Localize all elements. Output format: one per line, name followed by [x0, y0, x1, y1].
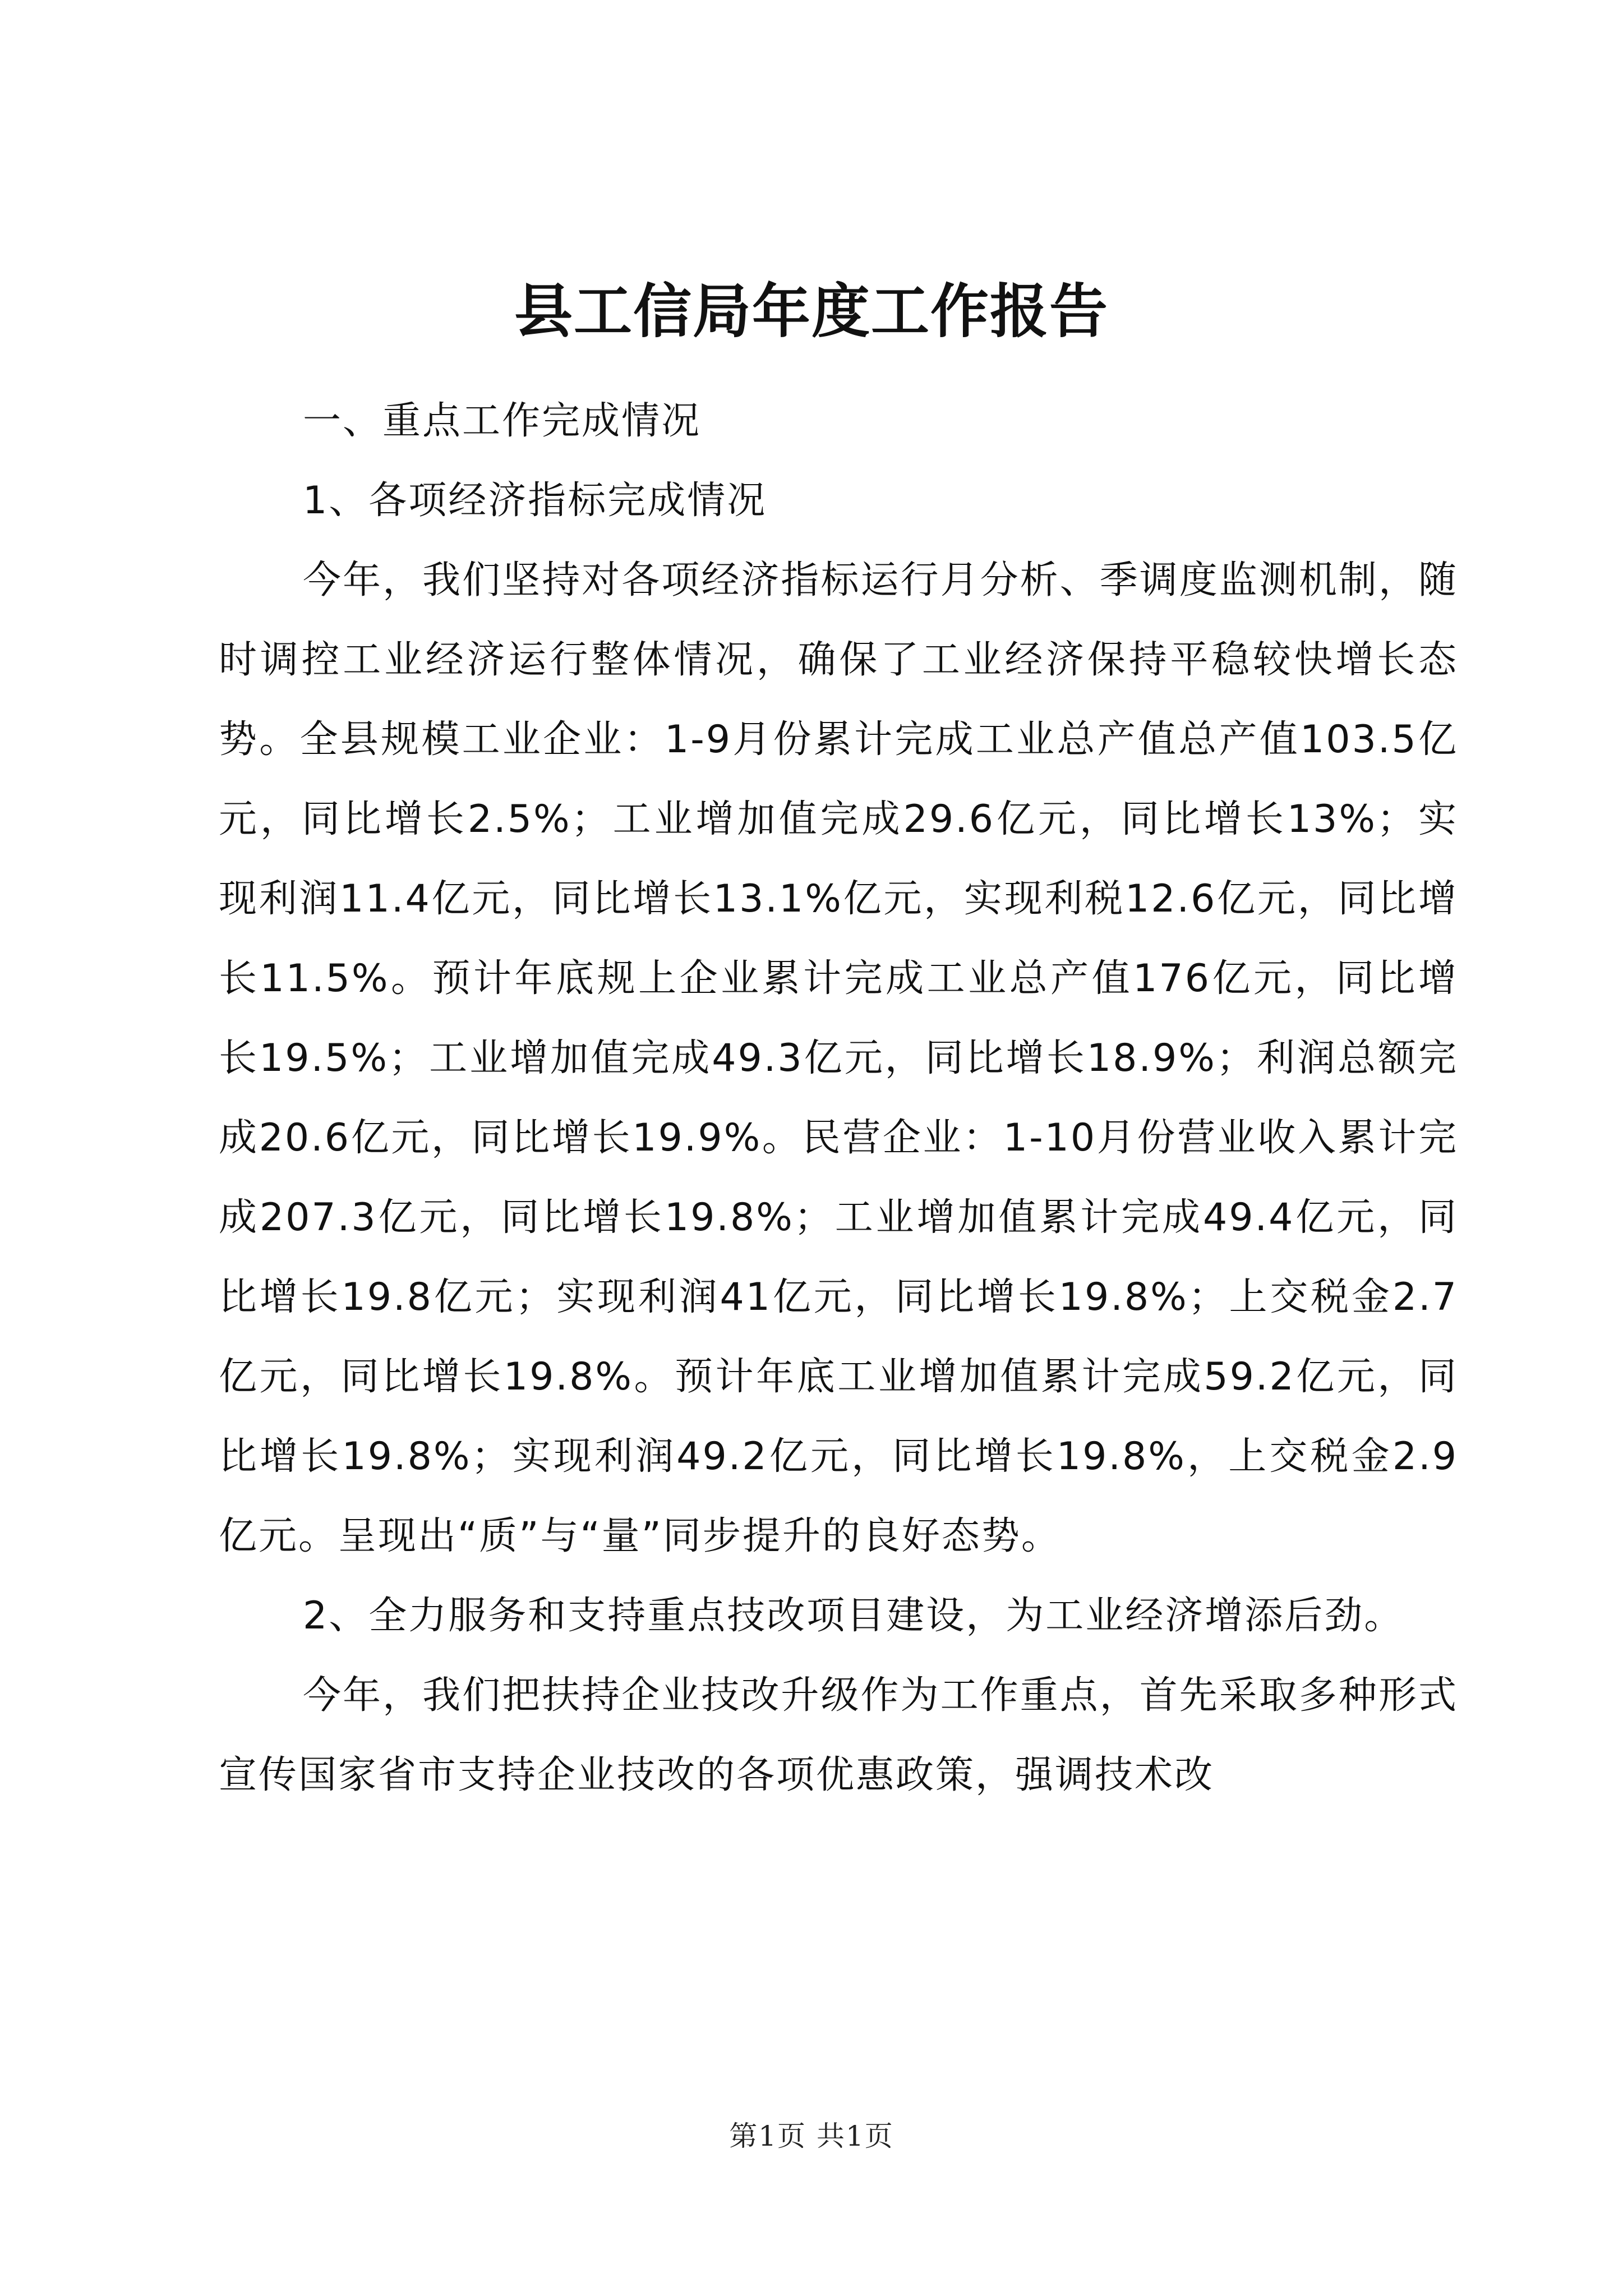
- section-heading: 一、重点工作完成情况: [303, 399, 702, 443]
- body-paragraph: 今年，我们把扶持企业技改升级作为工作重点，首先采取多种形式宣传国家省市支持企业技改的各项优惠政策，强调技术改: [219, 1673, 1458, 1797]
- subsection-heading: 2、全力服务和支持重点技改项目建设，为工业经济增添后劲。: [303, 1594, 1404, 1638]
- page-number-label: 第1页 共1页: [729, 2120, 894, 2152]
- subsection-heading: 1、各项经济指标完成情况: [303, 478, 767, 523]
- document-body: [219, 381, 1458, 1815]
- body-paragraph: 今年，我们坚持对各项经济指标运行月分析、季调度监测机制，随时调控工业经济运行整体情况，确保了工业经济保持平稳较快增长态势。全县规模工业企业：1-9月份累计完成工业总产值总产值103.5亿元，同比增长2.5%；工业增加值完成29.6亿元，同比增长13%；实现利润11.4亿元，同比增长13.1%亿元，实现利税12.6亿元，同比增长11.5%。预计年底规上企业累计完成工业总产值176亿元，同比增长19.5%；工业增加值完成49.3亿元，同比增长18.9%；利润总额完成20.6亿元，同比增长19.9%。民营企业：1-10月份营业收入累计完成207.3亿元，同比增长19.8%；工业增加值累计完成49.4亿元，同比增长19.8亿元；实现利润41亿元，同比增长19.8%；上交税金2.7亿元，同比增长19.8%。预计年底工业增加值累计完成59.2亿元，同比增长19.8%；实现利润49.2亿元，同比增长19.8%，上交税金2.9亿元。呈现出“质”与“量”同步提升的良好态势。: [219, 558, 1458, 1558]
- page-footer: [0, 2114, 1623, 2154]
- document-title: 县工信局年度工作报告: [514, 277, 1109, 346]
